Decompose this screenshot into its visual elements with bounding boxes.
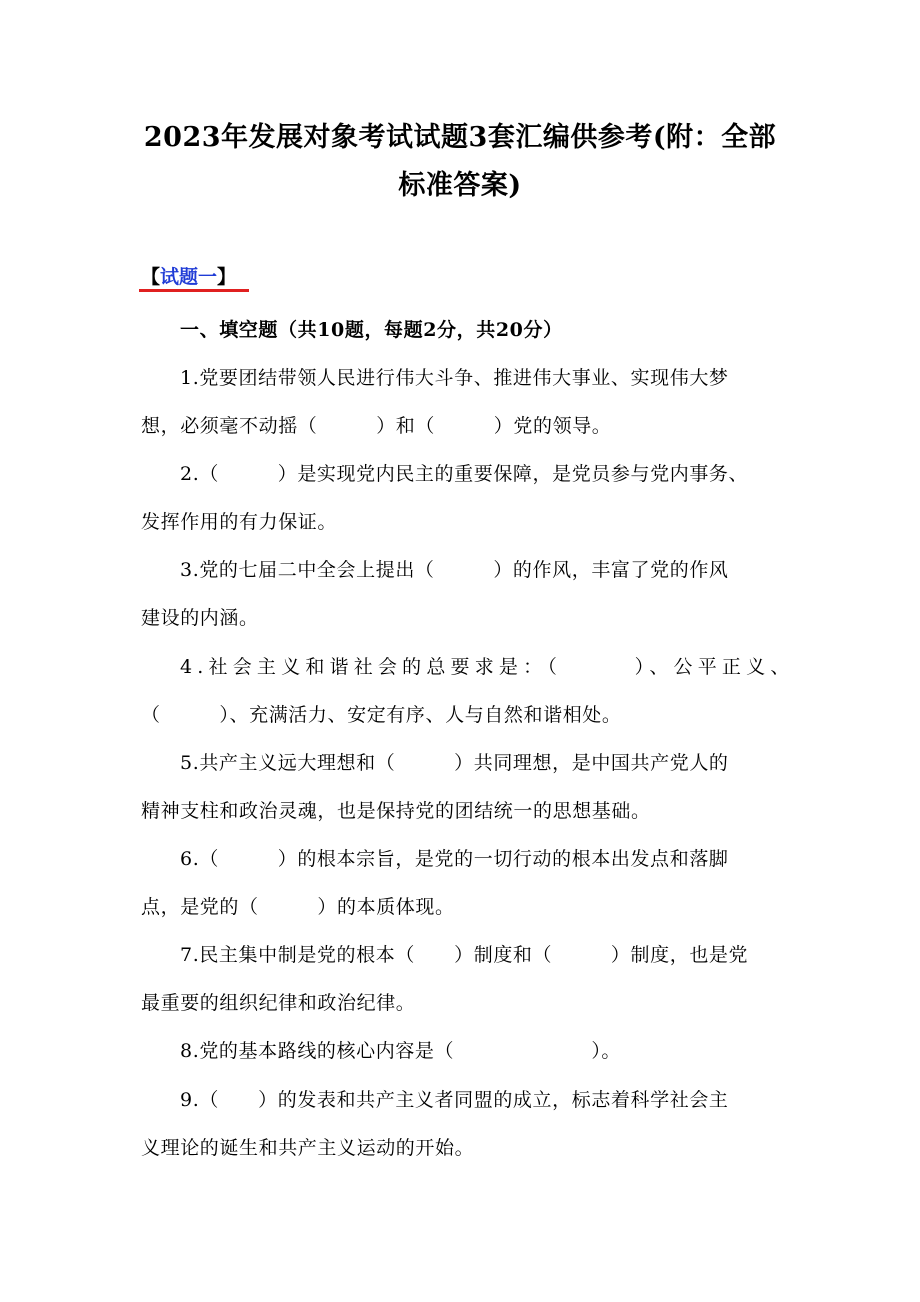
section-tag-open-bracket: 【	[141, 266, 161, 288]
section-tag-close-bracket: 】	[217, 266, 237, 288]
question-3-line-1: 3.党的七届二中全会上提出（ ）的作风，丰富了党的作风	[180, 559, 729, 581]
question-5-line-2: 精神支柱和政治灵魂，也是保持党的团结统一的思想基础。	[141, 800, 651, 822]
question-2-line-2: 发挥作用的有力保证。	[141, 511, 338, 533]
section-heading: 一、填空题（共10题，每题2分，共20分）	[180, 319, 563, 341]
question-7-line-2: 最重要的组织纪律和政治纪律。	[141, 992, 416, 1014]
section-tag-underline	[139, 289, 249, 292]
question-9-line-1: 9.（ ）的发表和共产主义者同盟的成立，标志着科学社会主	[180, 1089, 729, 1111]
question-1-line-1: 1.党要团结带领人民进行伟大斗争、推进伟大事业、实现伟大梦	[180, 367, 729, 389]
question-5-line-1: 5.共产主义远大理想和（ ）共同理想，是中国共产党人的	[180, 752, 729, 774]
question-4-line-2: （ ）、充满活力、安定有序、人与自然和谐相处。	[141, 704, 622, 726]
document-title-line-1: 2023年发展对象考试试题3套汇编供参考(附：全部	[143, 122, 777, 153]
document-title-line-2: 标准答案)	[398, 170, 522, 201]
question-7-line-1: 7.民主集中制是党的根本（ ）制度和（ ）制度，也是党	[180, 944, 749, 966]
question-4-line-1: 4.社会主义和谐社会的总要求是：（ ）、公平正义、	[180, 656, 795, 678]
question-3-line-2: 建设的内涵。	[141, 607, 259, 629]
question-9-line-2: 义理论的诞生和共产主义运动的开始。	[141, 1137, 475, 1159]
question-1-line-2: 想，必须毫不动摇（ ）和（ ）党的领导。	[141, 415, 612, 437]
question-2-line-1: 2.（ ）是实现党内民主的重要保障，是党员参与党内事务、	[180, 463, 749, 485]
question-6-line-1: 6.（ ）的根本宗旨，是党的一切行动的根本出发点和落脚	[180, 848, 729, 870]
section-tag	[141, 262, 236, 292]
question-6-line-2: 点，是党的（ ）的本质体现。	[141, 896, 455, 918]
question-8-line-1: 8.党的基本路线的核心内容是（ ）。	[180, 1040, 622, 1062]
section-tag-label: 试题一	[160, 266, 218, 288]
